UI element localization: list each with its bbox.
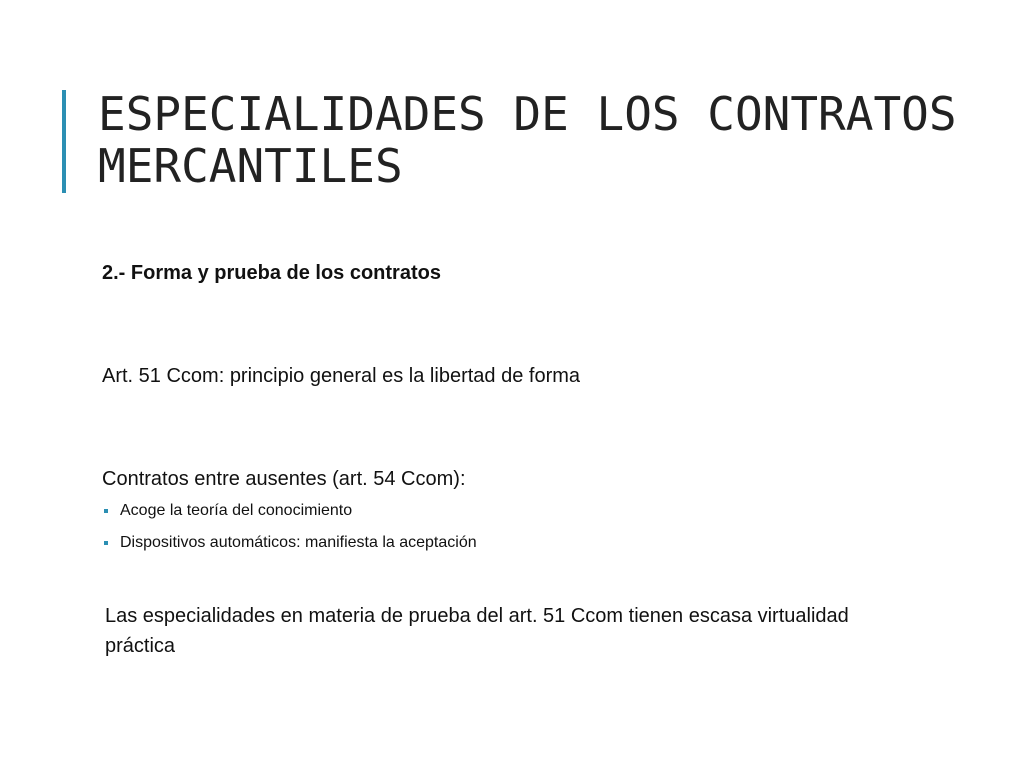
paragraph-especialidades-prueba: Las especialidades en materia de prueba del art. 51 Ccom tienen escasa virtualidad práctica (105, 605, 849, 657)
bullet-list (102, 501, 902, 565)
section-subtitle: 2.- Forma y prueba de los contratos (102, 262, 441, 284)
bullet-square-icon (104, 541, 108, 545)
bullet-text: Acoge la teoría del conocimiento (120, 502, 353, 519)
bullet-square-icon (104, 509, 108, 513)
paragraph-contratos-ausentes: Contratos entre ausentes (art. 54 Ccom): (102, 468, 466, 490)
bullet-text: Dispositivos automáticos: manifiesta la aceptación (120, 534, 477, 551)
slide-title: ESPECIALIDADES DE LOS CONTRATOS MERCANTILES (98, 87, 957, 193)
bullet-item (102, 501, 902, 521)
paragraph-libertad-forma: Art. 51 Ccom: principio general es la libertad de forma (102, 365, 581, 387)
bullet-item (102, 533, 902, 553)
title-accent-bar (62, 90, 66, 193)
